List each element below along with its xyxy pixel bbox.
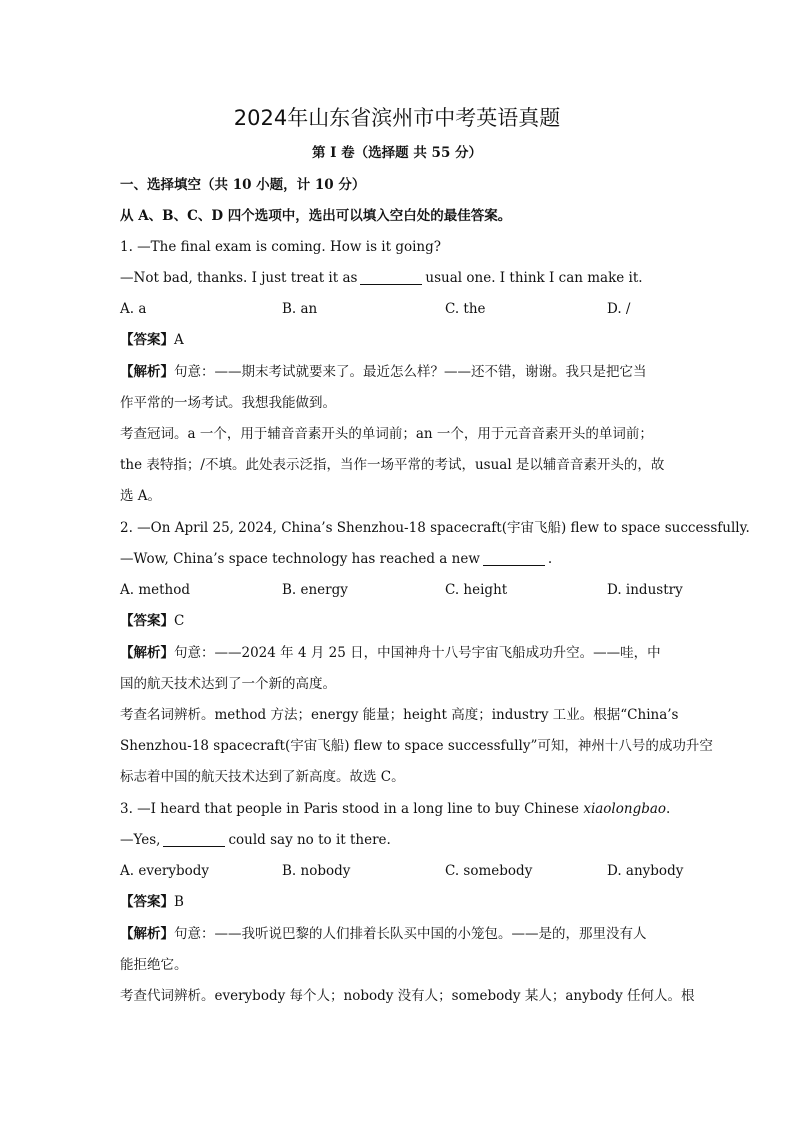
q2-answer [120, 610, 680, 632]
q2-line2-pre: —Wow, China’s space technology has reached a new [120, 551, 480, 567]
answer-blank [163, 832, 225, 847]
q3-option-d: D. anybody [607, 863, 684, 879]
q3-analysis-text: 句意：——我听说巴黎的人们排着长队买中国的小笼包。——是的，那里没有人 [174, 926, 647, 942]
analysis-tag: 【解析】 [120, 926, 174, 942]
answer-blank [483, 551, 545, 566]
answer-tag: 【答案】 [120, 332, 174, 348]
section-header: 第 I 卷（选择题 共 55 分） [311, 145, 483, 161]
q2-option-c: C. height [445, 582, 508, 598]
q1-line1: 1. —The final exam is coming. How is it going? [120, 239, 441, 255]
q2-analysis-1 [120, 642, 680, 664]
q2-option-b: B. energy [282, 582, 348, 598]
analysis-tag: 【解析】 [120, 364, 174, 380]
q3-line1 [120, 798, 680, 820]
q1-analysis-text: 句意：——期末考试就要来了。最近怎么样？——还不错，谢谢。我只是把它当 [174, 364, 647, 380]
analysis-tag: 【解析】 [120, 645, 174, 661]
q3-line2 [120, 829, 680, 851]
q3-option-a: A. everybody [120, 863, 210, 879]
q1-line2 [120, 267, 680, 289]
q1-answer [120, 329, 680, 351]
q3-analysis-3: 考查代词辨析。everybody 每个人；nobody 没有人；somebody 某人；anybody 任何人。根 [120, 988, 695, 1004]
q1-analysis-1 [120, 361, 680, 383]
q1-option-d: D. / [607, 301, 631, 317]
q2-option-d: D. industry [607, 582, 683, 598]
answer-tag: 【答案】 [120, 894, 174, 910]
q3-analysis-2: 能拒绝它。 [120, 957, 188, 973]
q3-line2-post: could say no to it there. [228, 832, 391, 848]
q1-option-a: A. a [120, 301, 147, 317]
document-title: 2024年山东省滨州市中考英语真题 [233, 106, 561, 130]
q2-line2 [120, 548, 680, 570]
q3-option-b: B. nobody [282, 863, 351, 879]
answer-tag: 【答案】 [120, 613, 174, 629]
q3-answer [120, 891, 680, 913]
q1-analysis-2: 作平常的一场考试。我想我能做到。 [120, 395, 336, 411]
q3-answer-value: B [174, 894, 184, 910]
q3-line2-pre: —Yes, [120, 832, 161, 848]
instruction: 从 A、B、C、D 四个选项中，选出可以填入空白处的最佳答案。 [120, 208, 512, 224]
q2-answer-value: C [174, 613, 185, 629]
q3-option-c: C. somebody [445, 863, 533, 879]
q1-line2-pre: —Not bad, thanks. I just treat it as [120, 270, 358, 286]
q2-line2-post: . [547, 551, 553, 567]
q2-analysis-3: 考查名词辨析。method 方法；energy 能量；height 高度；industry 工业。根据“China’s [120, 707, 679, 723]
q1-analysis-4: the 表特指；/不填。此处表示泛指，当作一场平常的考试，usual 是以辅音音素开头的，故 [120, 457, 665, 473]
q1-analysis-5: 选 A。 [120, 488, 162, 504]
q3-line1-post: . [666, 801, 671, 817]
q1-line2-post: usual one. I think I can make it. [425, 270, 643, 286]
q3-line1-pre: 3. —I heard that people in Paris stood in a long line to buy Chinese [120, 801, 580, 817]
part-heading: 一、选择填空（共 10 小题，计 10 分） [120, 177, 366, 193]
q2-line1: 2. —On April 25, 2024, China’s Shenzhou-18 spacecraft(宇宙飞船) flew to space successfully. [120, 520, 750, 536]
q2-analysis-2: 国的航天技术达到了一个新的高度。 [120, 676, 336, 692]
q2-option-a: A. method [120, 582, 191, 598]
q1-answer-value: A [174, 332, 184, 348]
q3-line1-italic: xiaolongbao [583, 801, 667, 817]
q1-option-b: B. an [282, 301, 318, 317]
q2-analysis-4: Shenzhou-18 spacecraft(宇宙飞船) flew to space successfully”可知，神州十八号的成功升空 [120, 738, 713, 754]
q3-analysis-1 [120, 923, 680, 945]
q2-analysis-text: 句意：——2024 年 4 月 25 日，中国神舟十八号宇宙飞船成功升空。——哇，中 [174, 645, 661, 661]
q1-option-c: C. the [445, 301, 486, 317]
answer-blank [360, 270, 422, 285]
q1-analysis-3: 考查冠词。a 一个，用于辅音音素开头的单词前；an 一个，用于元音音素开头的单词前； [120, 426, 653, 442]
q2-analysis-5: 标志着中国的航天技术达到了新高度。故选 C。 [120, 769, 405, 785]
